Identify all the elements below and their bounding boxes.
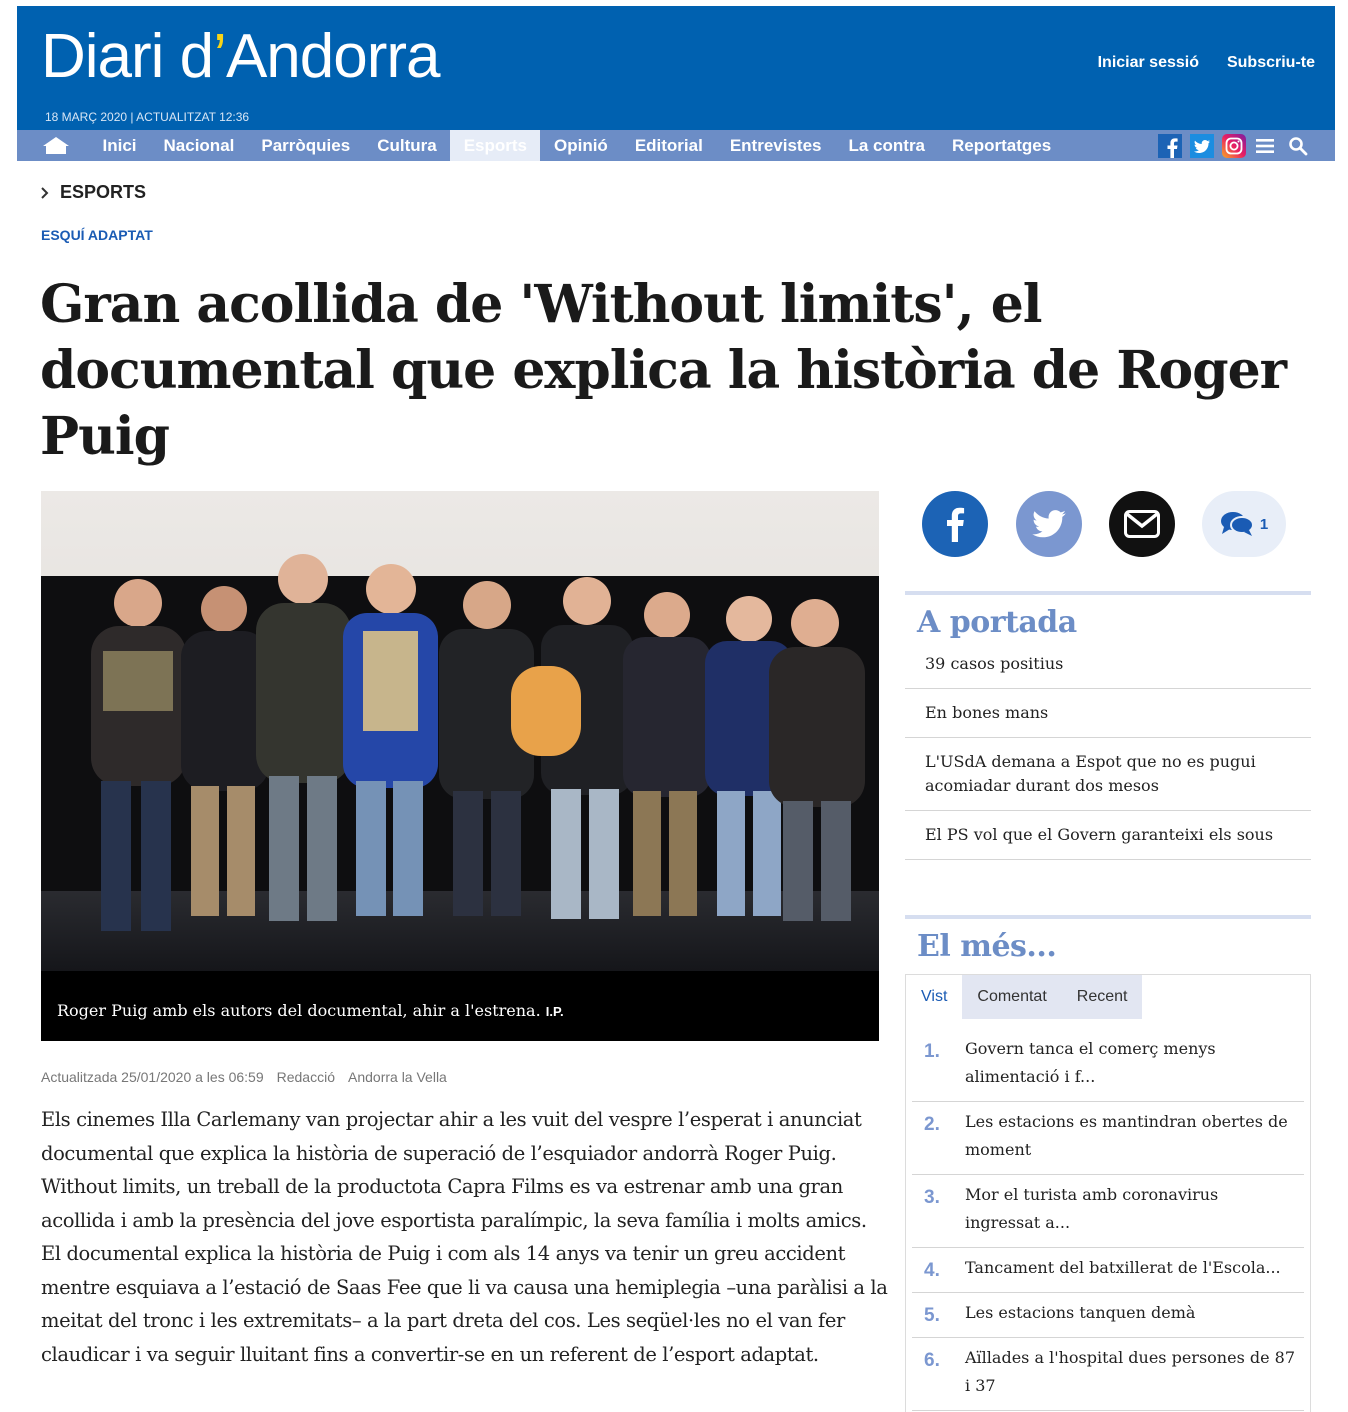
popular-tabs	[906, 975, 1310, 1019]
nav-item-lacontra[interactable]: La contra	[848, 136, 926, 155]
share-email-button[interactable]	[1109, 491, 1175, 557]
portada-item[interactable]: El PS vol que el Govern garanteixi els sous	[905, 811, 1311, 860]
subscribe-link[interactable]: Subscriu-te	[1226, 54, 1315, 71]
dateline: 18 MARÇ 2020 | ACTUALITZAT 12:36	[45, 110, 250, 124]
portada-section	[905, 591, 1311, 860]
nav-item-inici[interactable]: Inici	[102, 136, 137, 155]
nav-item-cultura[interactable]: Cultura	[377, 136, 437, 155]
share-twitter-button[interactable]	[1016, 491, 1082, 557]
home-icon[interactable]	[41, 135, 71, 155]
ranked-item[interactable]	[912, 1248, 1304, 1293]
account-links	[1098, 54, 1315, 72]
location: Andorra la Vella	[348, 1069, 447, 1085]
twitter-icon	[1032, 510, 1066, 538]
share-facebook-button[interactable]	[922, 491, 988, 557]
portada-title: A portada	[917, 605, 1077, 640]
portada-item[interactable]: 39 casos positius	[905, 640, 1311, 689]
nav-item-nacional[interactable]: Nacional	[163, 136, 235, 155]
menu-icon[interactable]	[1253, 134, 1279, 158]
nav-item-esports[interactable]: Esports	[450, 130, 540, 161]
ranked-list	[912, 1029, 1304, 1411]
nav-item-opini[interactable]: Opinió	[553, 136, 608, 155]
article-photo	[41, 491, 879, 971]
ranked-item[interactable]	[912, 1293, 1304, 1338]
rank-number: 5.	[924, 1305, 940, 1326]
twitter-icon[interactable]	[1189, 134, 1215, 158]
nav-item-reportatges[interactable]: Reportatges	[952, 136, 1052, 155]
article-body: Els cinemes Illa Carlemany van projectar ahir a les vuit del vespre l’esperat i anunciat documental que explica la història de superació de l’esquiador andorrà Roger Puig. Without limits, un treball de la productota Capra Films es va estrenar amb una gran acollida i amb la presència del jove esportista paralímpic, la seva família i molts amics. El documental explica la història de Puig i com als 14 anys va tenir un greu accident mentre esquiava a l’estació de Saas Fee que li va causa una hemiplegia –una paràlisi a la meitat del tronc i les extremitats– a la part dreta del cos. Les seqüel·les no el van fer claudicar i va seguir lluitant fins a convertir-se en un referent de l’esport adaptat.	[41, 1108, 888, 1366]
rank-headline: Govern tanca el comerç menys alimentació i f...	[965, 1039, 1216, 1086]
rank-number: 2.	[924, 1114, 940, 1135]
rank-headline: Mor el turista amb coronavirus ingressat a...	[965, 1185, 1219, 1232]
nav-menu	[89, 130, 1065, 161]
tab-vist[interactable]: Vist	[906, 975, 962, 1019]
facebook-icon[interactable]	[1157, 134, 1183, 158]
caption-text: Roger Puig amb els autors del documental, ahir a l'estrena.	[57, 1001, 541, 1020]
login-link[interactable]: Iniciar sessió	[1097, 54, 1199, 71]
article-category[interactable]: ESQUÍ ADAPTAT	[41, 227, 153, 243]
nav-item-editorial[interactable]: Editorial	[634, 136, 703, 155]
ranked-item[interactable]	[912, 1102, 1304, 1175]
site-header	[17, 6, 1335, 130]
rank-headline: Aïllades a l'hospital dues persones de 87 i 37	[965, 1348, 1296, 1395]
portada-list	[905, 640, 1311, 860]
portada-item[interactable]: En bones mans	[905, 689, 1311, 738]
ranked-item[interactable]	[912, 1029, 1304, 1102]
rank-number: 6.	[924, 1350, 940, 1371]
most-popular-box	[905, 974, 1311, 1412]
nav-social-icons	[1157, 134, 1311, 158]
rank-number: 4.	[924, 1260, 940, 1281]
main-navbar	[17, 130, 1335, 161]
tab-comentat[interactable]: Comentat	[962, 975, 1061, 1019]
article-meta	[41, 1069, 447, 1085]
mes-title: El més...	[917, 929, 1057, 964]
comments-icon	[1220, 510, 1254, 538]
nav-item-parrquies[interactable]: Parròquies	[261, 136, 351, 155]
instagram-icon[interactable]	[1221, 134, 1247, 158]
ranked-item[interactable]	[912, 1338, 1304, 1411]
rank-headline: Les estacions tanquen demà	[965, 1303, 1196, 1322]
breadcrumb-label: ESPORTS	[60, 182, 147, 202]
nav-item-entrevistes[interactable]: Entrevistes	[729, 136, 822, 155]
rank-number: 1.	[924, 1041, 940, 1062]
rank-headline: Tancament del batxillerat de l'Escola...	[965, 1258, 1281, 1277]
mes-section	[905, 915, 1311, 964]
comments-button[interactable]	[1202, 491, 1286, 557]
portada-item[interactable]: L'USdA demana a Espot que no es pugui acomiadar durant dos mesos	[905, 738, 1311, 811]
chevron-right-icon	[40, 187, 50, 199]
caption-credit: I.P.	[545, 1004, 564, 1019]
ranked-item[interactable]	[912, 1175, 1304, 1248]
rank-number: 3.	[924, 1187, 940, 1208]
facebook-icon	[944, 506, 966, 542]
breadcrumb[interactable]	[40, 182, 146, 203]
comments-count: 1	[1259, 515, 1269, 533]
photo-caption	[41, 971, 879, 1041]
author: Redacció	[276, 1069, 335, 1085]
rank-headline: Les estacions es mantindran obertes de moment	[965, 1112, 1288, 1159]
tab-recent[interactable]: Recent	[1062, 975, 1143, 1019]
search-icon[interactable]	[1285, 134, 1311, 158]
site-logo[interactable]: Diari d’Andorra	[41, 22, 440, 91]
updated-date: Actualitzada 25/01/2020 a les 06:59	[41, 1069, 264, 1085]
article-headline: Gran acollida de 'Without limits', el documental que explica la història de Roger Puig	[40, 274, 1287, 467]
mail-icon	[1124, 510, 1160, 538]
